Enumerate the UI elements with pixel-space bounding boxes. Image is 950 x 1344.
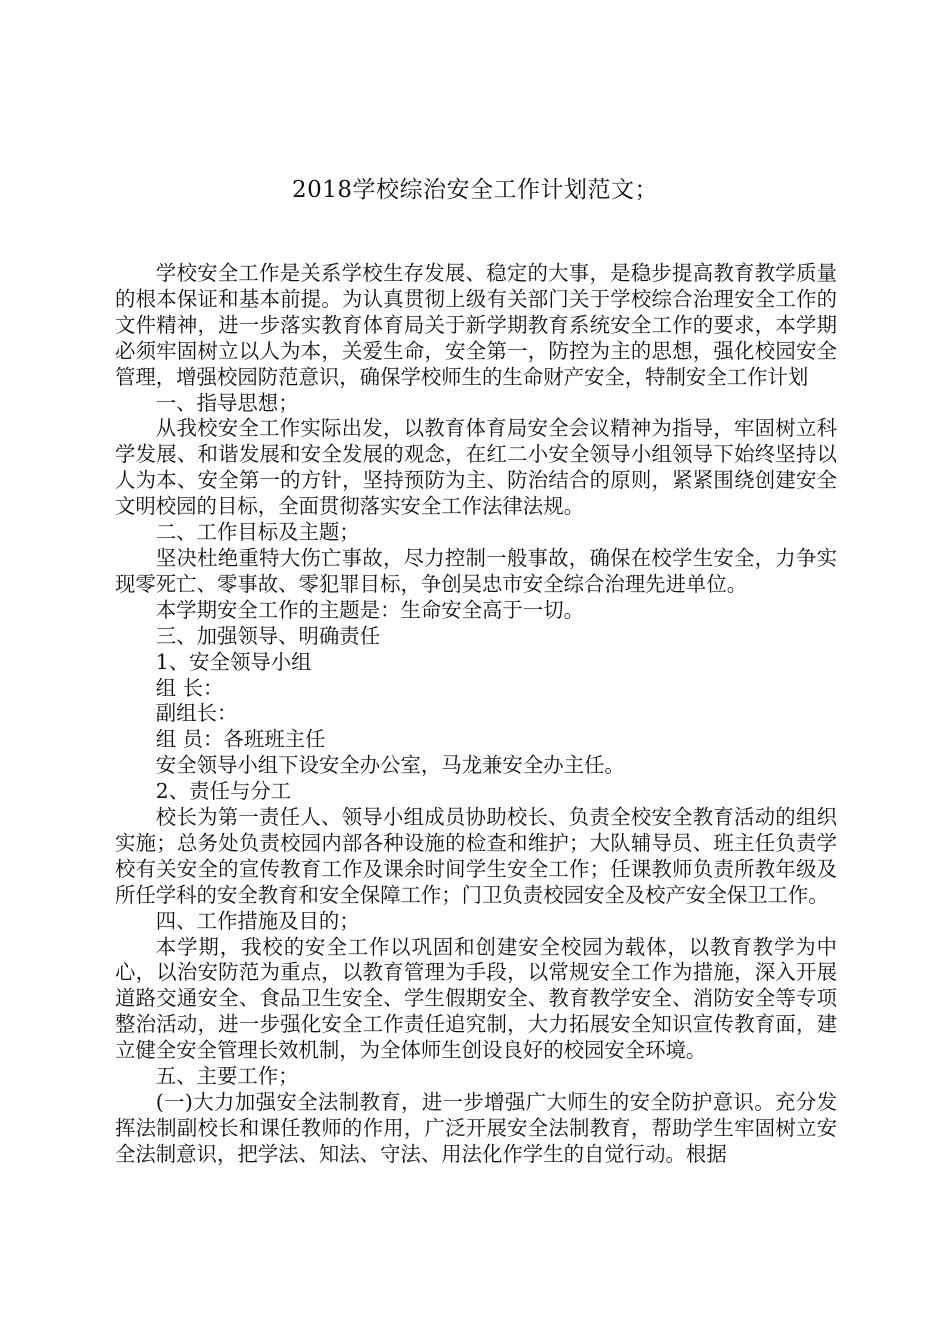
paragraph-safety-office: 安全领导小组下设安全办公室，马龙兼安全办主任。 xyxy=(155,753,625,778)
document-title: 2018学校综治安全工作计划范文； xyxy=(291,177,659,203)
section-heading-measures: 四、工作措施及目的； xyxy=(155,908,360,933)
paragraph-responsibilities: 校长为第一责任人、领导小组成员协助校长、负责全校安全教育活动的组织实施；总务处负责校园内部各种设施的检查和维护；大队辅导员、班主任负责学校有关安全的宣传教育工作及课余时间学生安全工作；任课教师负责所教年级及所任学科的安全教育和安全保障工作；门卫负责校园安全及校产安全保卫工作。 xyxy=(115,805,837,907)
document-body xyxy=(115,261,837,1168)
paragraph-measures: 本学期，我校的安全工作以巩固和创建安全校园为载体，以教育教学为中心，以治安防范为重点，以教育管理为手段，以常规安全工作为措施，深入开展道路交通安全、食品卫生安全、学生假期安全、教育教学安全、消防安全等专项整治活动，进一步强化安全工作责任追究制，大力拓展安全知识宣传教育面，建立健全安全管理长效机制，为全体师生创设良好的校园安全环境。 xyxy=(115,934,837,1063)
subheading-safety-group: 1、安全领导小组 xyxy=(155,649,312,674)
group-leader-line: 组 长： xyxy=(155,675,224,700)
paragraph-theme: 本学期安全工作的主题是：生命安全高于一切。 xyxy=(155,597,584,622)
section-heading-guiding-ideology: 一、指导思想； xyxy=(155,390,299,415)
section-heading-goals: 二、工作目标及主题； xyxy=(155,520,360,545)
paragraph-intro: 学校安全工作是关系学校生存发展、稳定的大事，是稳步提高教育教学质量的根本保证和基本前提。为认真贯彻上级有关部门关于学校综合治理安全工作的文件精神，进一步落实教育体育局关于新学期教育系统安全工作的要求，本学期必须牢固树立以人为本，关爱生命，安全第一，防控为主的思想，强化校园安全管理，增强校园防范意识，确保学校师生的生命财产安全，特制安全工作计划 xyxy=(115,261,837,389)
members-line: 组 员：各班班主任 xyxy=(155,727,326,752)
section-heading-main-work: 五、主要工作； xyxy=(155,1064,299,1089)
section-heading-leadership: 三、加强领导、明确责任 xyxy=(155,623,381,648)
paragraph-main-work-1: (一)大力加强安全法制教育，进一步增强广大师生的安全防护意识。充分发挥法制副校长和课任教师的作用，广泛开展安全法制教育，帮助学生牢固树立安全法制意识，把学法、知法、守法、用法化作学生的自觉行动。根据 xyxy=(115,1090,837,1166)
paragraph-guiding-ideology: 从我校安全工作实际出发，以教育体育局安全会议精神为指导，牢固树立科学发展、和谐发展和安全发展的观念，在红二小安全领导小组领导下始终坚持以人为本、安全第一的方针，坚持预防为主、防治结合的原则，紧紧围绕创建安全文明校园的目标，全面贯彻落实安全工作法律法规。 xyxy=(115,416,837,519)
subheading-responsibilities: 2、责任与分工 xyxy=(155,779,292,804)
deputy-leader-line: 副组长： xyxy=(155,701,238,726)
paragraph-goals: 坚决杜绝重特大伤亡事故，尽力控制一般事故，确保在校学生安全，力争实现零死亡、零事故、零犯罪目标，争创吴忠市安全综合治理先进单位。 xyxy=(115,545,837,596)
